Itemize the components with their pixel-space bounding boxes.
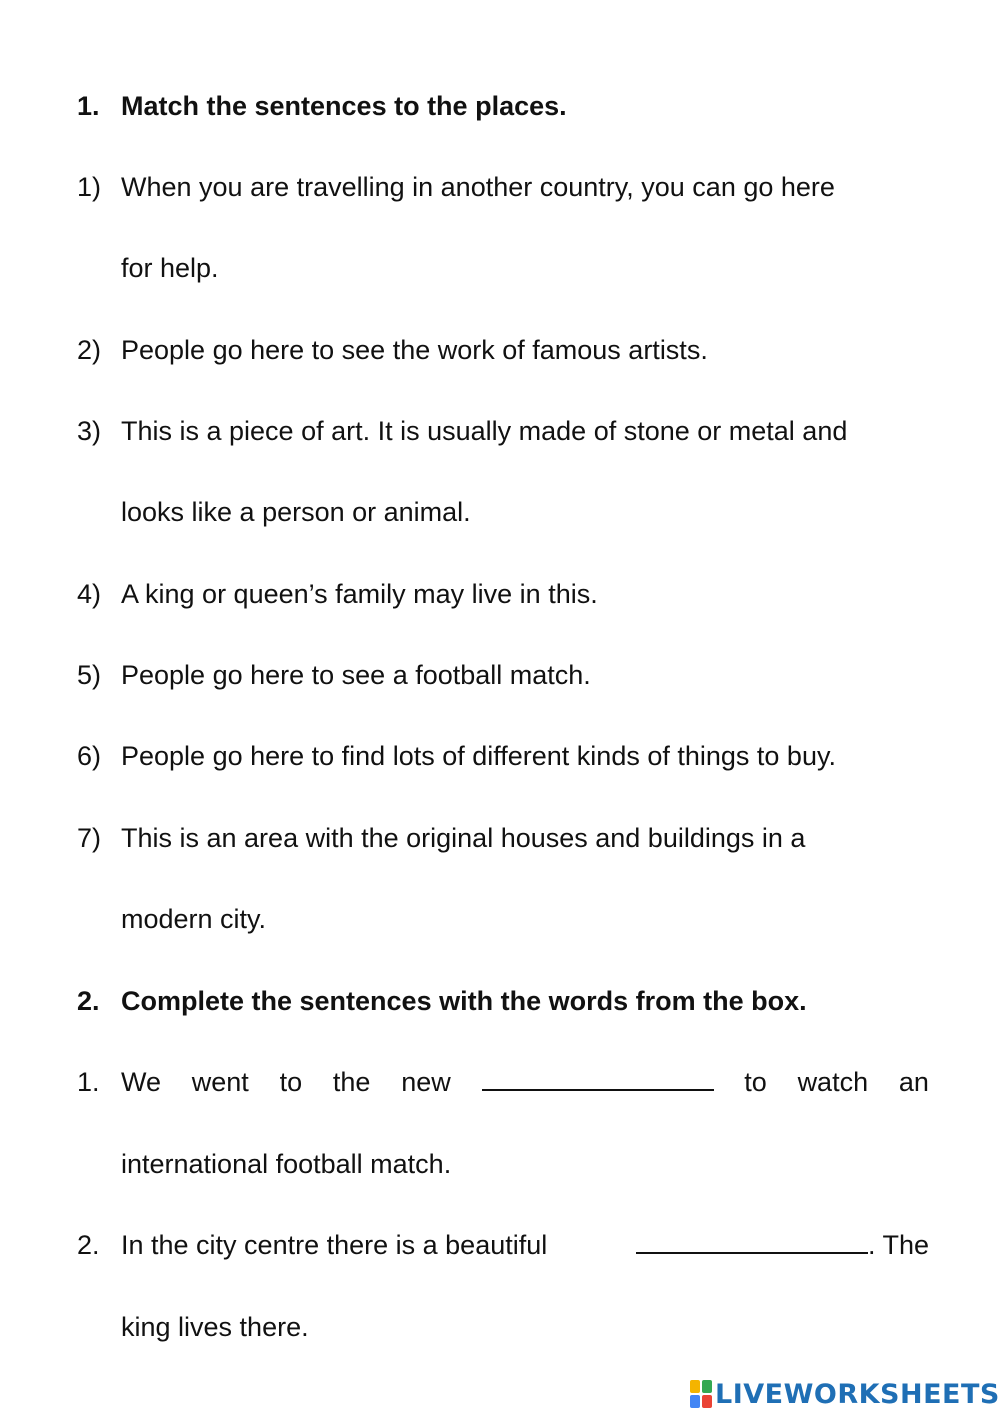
item-text: This is an area with the original houses and buildings in a xyxy=(121,823,806,853)
item-text: looks like a person or animal. xyxy=(121,497,471,527)
list-item xyxy=(0,818,1000,858)
section-1-heading xyxy=(0,86,1000,126)
word: to xyxy=(744,1067,767,1097)
list-item xyxy=(0,574,1000,614)
word: We xyxy=(121,1067,162,1097)
item-number: 1) xyxy=(77,172,102,202)
item-text: for help. xyxy=(121,253,219,283)
section-2-heading xyxy=(0,981,1000,1021)
sentence-end: . The xyxy=(867,1230,929,1260)
word: watch xyxy=(797,1067,869,1097)
word: to xyxy=(279,1067,303,1097)
section-1-title: Match the sentences to the places. xyxy=(121,91,567,121)
section-2-number: 2. xyxy=(77,986,100,1016)
answer-blank[interactable] xyxy=(482,1062,714,1091)
item-number: 4) xyxy=(77,579,102,609)
item-text: international football match. xyxy=(121,1149,452,1179)
item-text: People go here to see the work of famous artists. xyxy=(121,335,708,365)
item-text: A king or queen’s family may live in this. xyxy=(121,579,598,609)
item-number: 6) xyxy=(77,741,102,771)
list-item xyxy=(0,330,1000,370)
list-item xyxy=(0,736,1000,776)
item-text: This is a piece of art. It is usually made of stone or metal and xyxy=(121,416,848,446)
liveworksheets-logo-icon xyxy=(690,1380,712,1408)
item-number: 1. xyxy=(77,1067,100,1097)
fill-in-item-continuation xyxy=(0,1144,1000,1184)
list-item-continuation xyxy=(0,899,1000,939)
word: went xyxy=(191,1067,249,1097)
section-1-number: 1. xyxy=(77,91,100,121)
section-2-title: Complete the sentences with the words from the box. xyxy=(121,986,807,1016)
blank-group xyxy=(636,1225,929,1265)
sentence-start: In the city centre there is a beautiful xyxy=(121,1230,548,1260)
word: an xyxy=(898,1067,929,1097)
list-item xyxy=(0,167,1000,207)
fill-in-item xyxy=(0,1062,1000,1102)
item-number: 5) xyxy=(77,660,102,690)
item-number: 3) xyxy=(77,416,102,446)
fill-in-item-continuation xyxy=(0,1307,1000,1347)
answer-blank[interactable] xyxy=(636,1225,868,1254)
item-text: king lives there. xyxy=(121,1312,309,1342)
fill-in-item xyxy=(0,1225,1000,1265)
list-item-continuation xyxy=(0,248,1000,288)
logo-text: LIVEWORKSHEETS xyxy=(715,1378,1000,1410)
list-item xyxy=(0,411,1000,451)
item-number: 7) xyxy=(77,823,102,853)
item-text: modern city. xyxy=(121,904,267,934)
item-text: When you are travelling in another country, you can go here xyxy=(121,172,835,202)
item-text xyxy=(121,1225,929,1265)
list-item xyxy=(0,655,1000,695)
list-item-continuation xyxy=(0,492,1000,532)
liveworksheets-logo[interactable] xyxy=(690,1376,1000,1412)
word: the xyxy=(332,1067,371,1097)
item-number: 2. xyxy=(77,1230,100,1260)
item-text: People go here to see a football match. xyxy=(121,660,591,690)
word: new xyxy=(401,1067,451,1097)
item-text xyxy=(121,1062,929,1102)
item-text: People go here to find lots of different kinds of things to buy. xyxy=(121,741,836,771)
item-number: 2) xyxy=(77,335,102,365)
